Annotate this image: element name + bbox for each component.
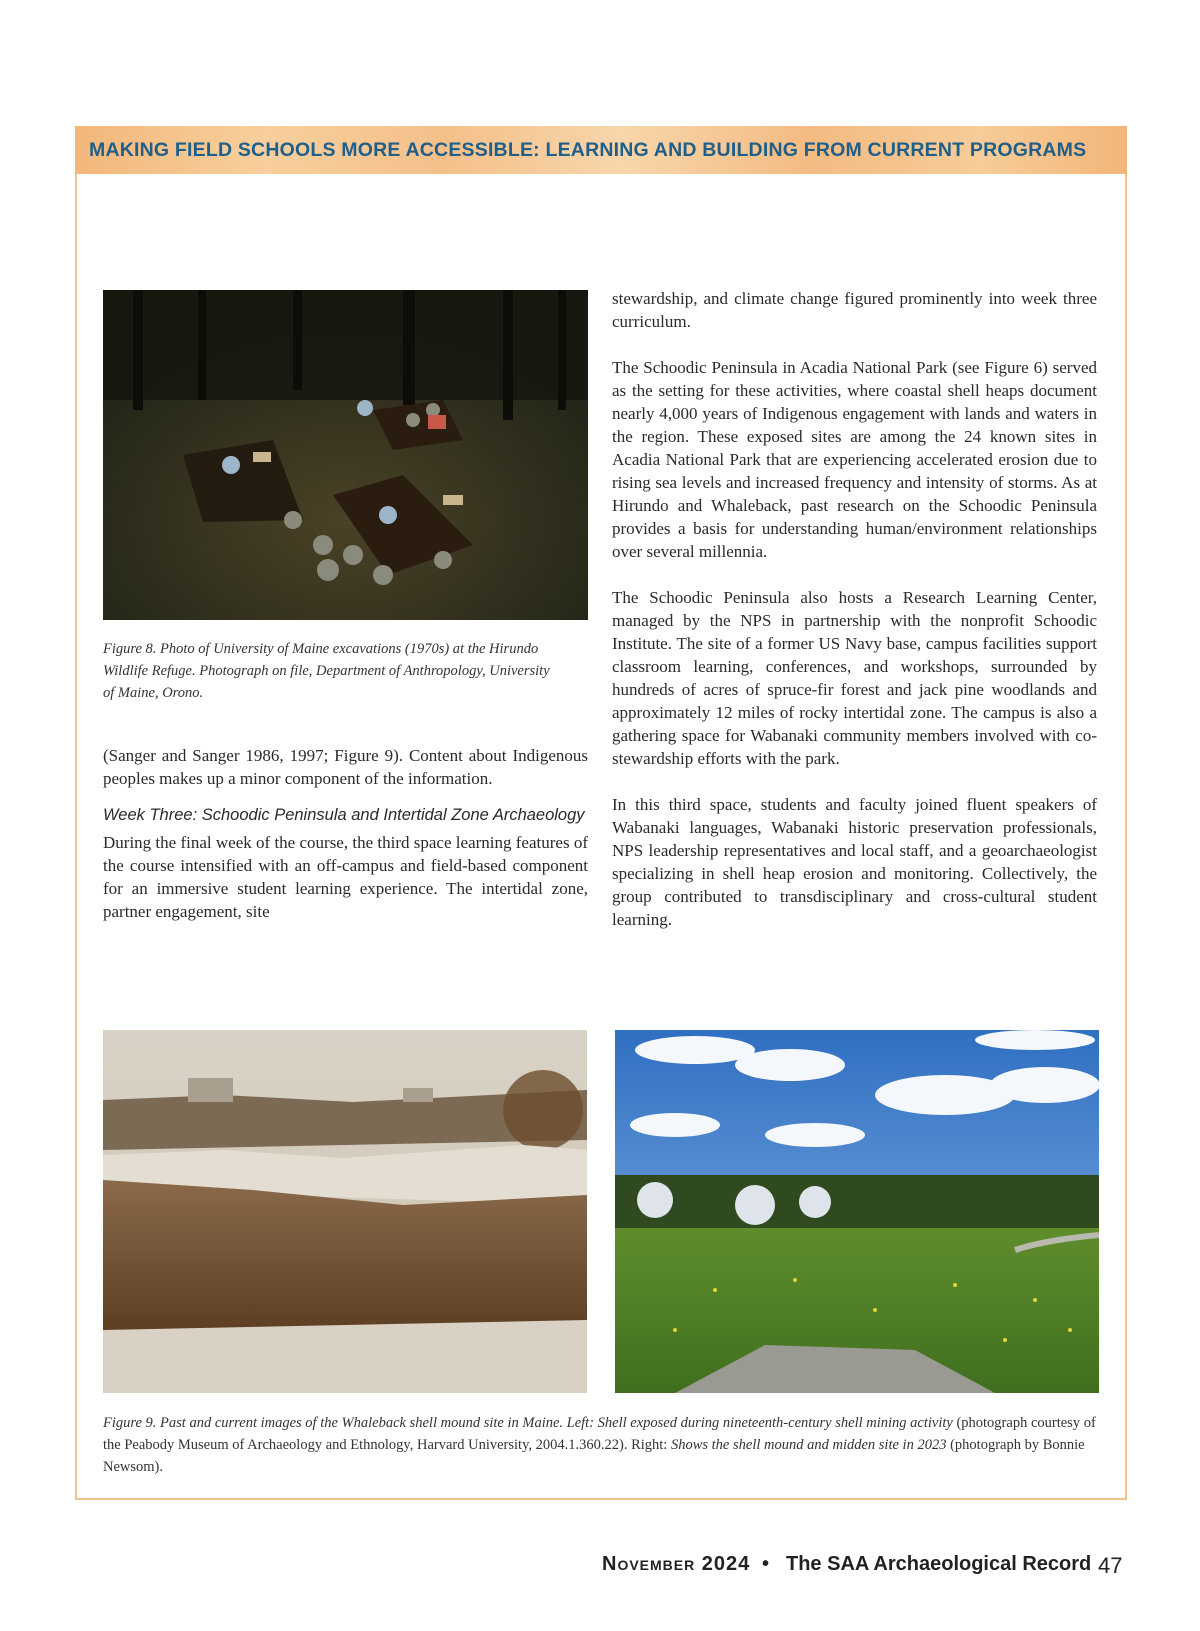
right-paragraph-3: The Schoodic Peninsula also hosts a Research Learning Center, managed by the NPS in partnership with the nonprofit Schoodic Institute. The site of a former US Navy base, campus facilities support classroom learning, conferences, and workshops, surrounded by hundreds of acres of spruce-fir forest and jack pine woodlands and approximately 12 miles of rocky intertidal zone. The campus is also a gathering space for Wabanaki community members involved with co-stewardship efforts with the park. xyxy=(612,588,1097,768)
section-title: MAKING FIELD SCHOOLS MORE ACCESSIBLE: LEARNING AND BUILDING FROM CURRENT PROGRAMS xyxy=(89,138,1087,161)
figure-9-caption-intro: Figure 9. Past and current images of the Whaleback shell mound site in Maine. Left: xyxy=(103,1415,598,1431)
right-column xyxy=(612,287,1097,931)
historic-shell-mound-illustration xyxy=(103,1030,587,1393)
footer-journal-title: The SAA Archaeological Record xyxy=(786,1553,1092,1575)
page-footer xyxy=(590,1548,1130,1580)
left-column xyxy=(103,744,588,923)
section-subheading: Week Three: Schoodic Peninsula and Intertidal Zone Archaeology xyxy=(103,806,585,824)
page-number: 47 xyxy=(1098,1553,1123,1578)
section-banner xyxy=(75,126,1127,174)
figure-9-caption-right-desc: Shows the shell mound and midden site in 2023 xyxy=(670,1437,947,1453)
figure-8-caption: Figure 8. Photo of University of Maine excavations (1970s) at the Hirundo Wildlife Refuge. Photograph on file, Department of Anthropology, University of Maine, Orono. xyxy=(103,641,550,701)
figure-9-caption-right-credit: (photograph by Bonnie Newsom). xyxy=(103,1437,1085,1475)
excavation-photo-illustration xyxy=(103,290,588,620)
right-paragraph-2: The Schoodic Peninsula in Acadia National Park (see Figure 6) served as the setting for these activities, where coastal shell heaps document nearly 4,000 years of Indigenous engagement with lands and waters in the region. These exposed sites are among the 24 known sites in Acadia National Park that are experiencing accelerated erosion due to rising sea levels and increased frequency and intensity of storms. As at Hirundo and Whaleback, past research on the Schoodic Peninsula provides a basis for understanding human/environment relationships over several millennia. xyxy=(612,358,1097,561)
left-paragraph-2: During the final week of the course, the third space learning features of the course intensified with an off-campus and field-based component for an immersive student learning experience. The intertidal zone, partner engagement, site xyxy=(103,833,588,921)
figure-9-caption-left-credit: (photograph courtesy of the Peabody Museum of Archaeology and Ethnology, Harvard University, 2004.1.360.22). Right: xyxy=(103,1415,1096,1453)
footer-issue-date: November 2024 xyxy=(602,1553,751,1575)
modern-shell-mound-illustration xyxy=(615,1030,1099,1393)
figure-9-right-photo xyxy=(615,1030,1099,1393)
right-paragraph-1: stewardship, and climate change figured prominently into week three curriculum. xyxy=(612,289,1097,331)
figure-9-left-photo xyxy=(103,1030,587,1393)
footer-bullet: • xyxy=(762,1553,770,1575)
figure-8-photo xyxy=(103,290,588,620)
figure-9-caption-left-desc: Shell exposed during nineteenth-century shell mining activity xyxy=(597,1415,953,1431)
left-paragraph-1: (Sanger and Sanger 1986, 1997; Figure 9). Content about Indigenous peoples makes up a minor component of the information. xyxy=(103,746,588,788)
figure-9-caption xyxy=(103,1412,1098,1478)
right-paragraph-4: In this third space, students and faculty joined fluent speakers of Wabanaki languages, Wabanaki historic preservation professionals, NPS leadership representatives and local staff, and a geoarchaeologist specializing in shell heap erosion and monitoring. Collectively, the group contributed to transdisciplinary and cross-cultural student learning. xyxy=(612,795,1097,929)
